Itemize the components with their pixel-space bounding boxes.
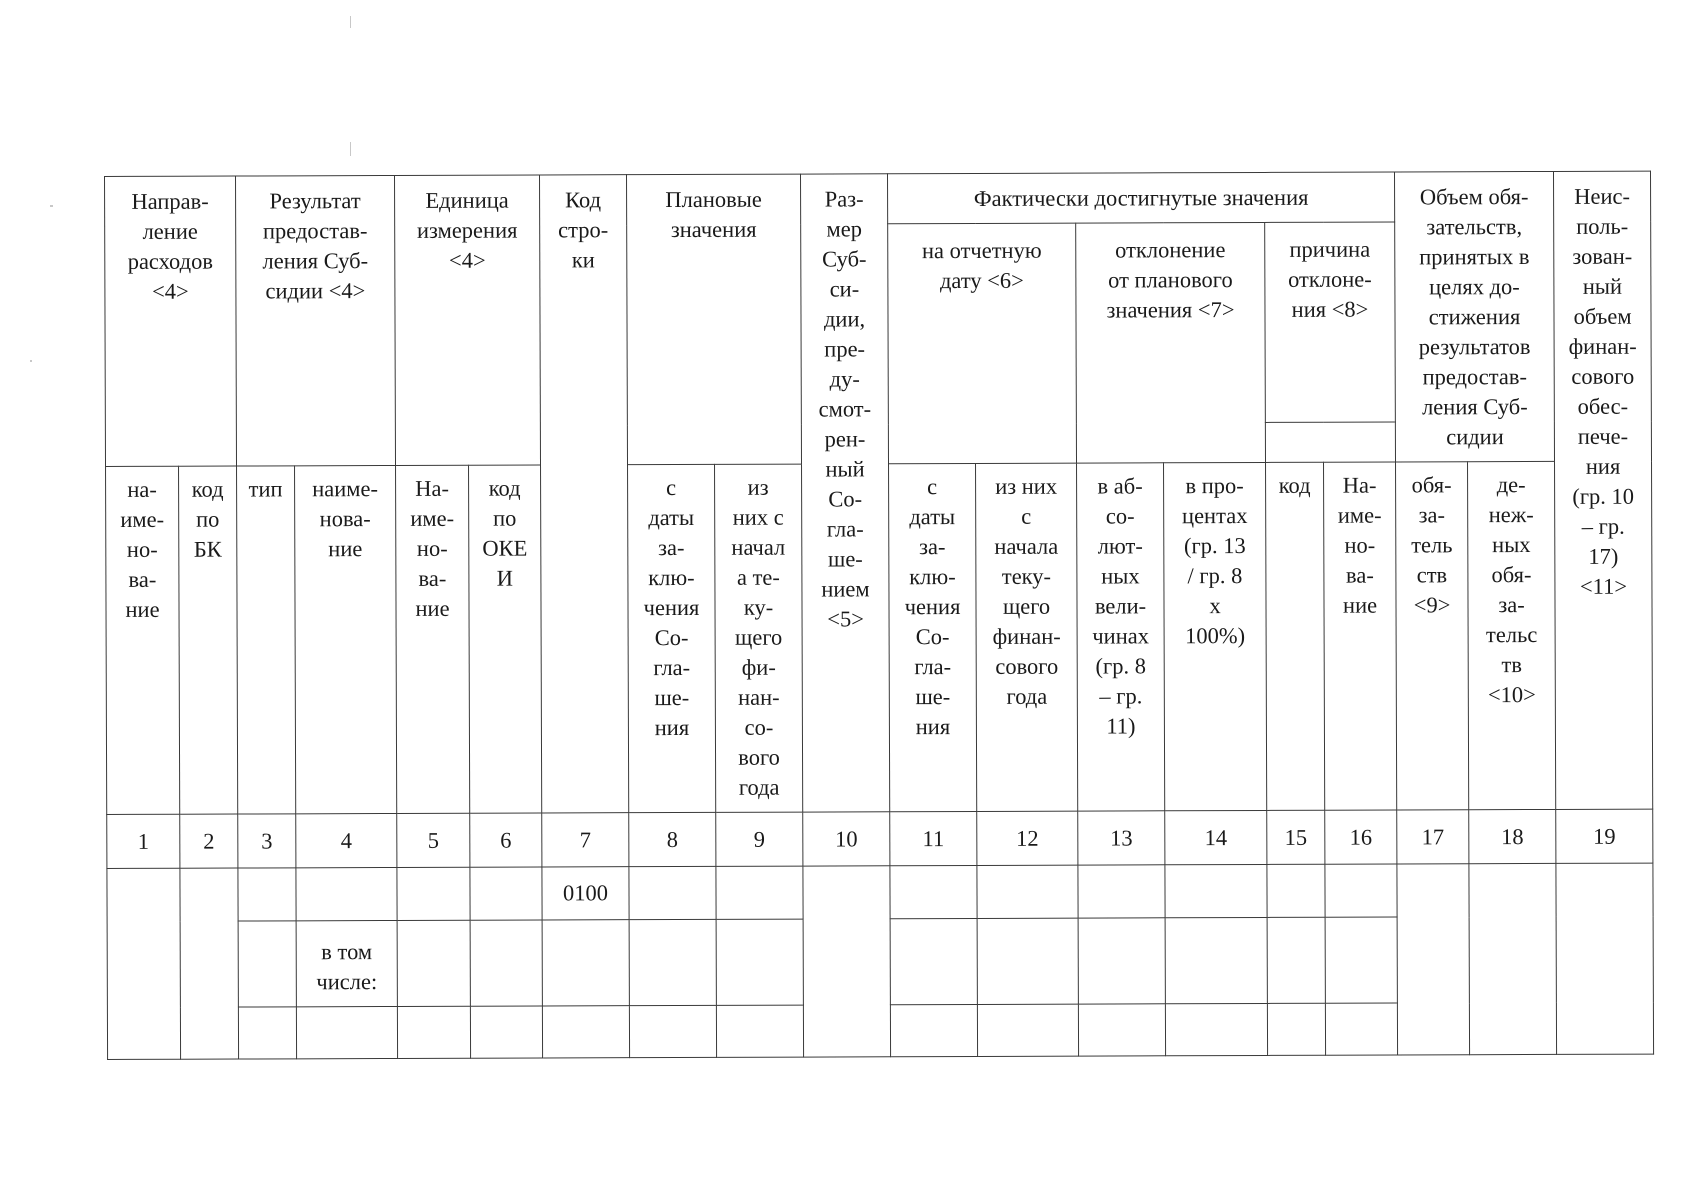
table-cell — [890, 918, 977, 1004]
subsidy-report-table — [104, 171, 1654, 1060]
header-line-code — [540, 175, 629, 813]
col-number: 11 — [890, 811, 977, 865]
col-header-17 — [1396, 462, 1469, 810]
table-cell — [1267, 917, 1325, 1003]
table-cell — [977, 865, 1078, 918]
subheader-deviation-text: отклонение от планового значения <7> — [1106, 237, 1235, 323]
col-header-8-text: с даты за- клю- чения Со- гла- ше- ния — [643, 475, 700, 741]
col-number: 6 — [470, 813, 542, 867]
col-header-3-text: тип — [248, 476, 283, 502]
table-cell — [1078, 918, 1165, 1004]
col-header-14 — [1164, 462, 1267, 810]
table-cell — [107, 868, 181, 1059]
header-spending-direction-text: Направ- ление расходов <4> — [127, 188, 213, 304]
table-cell — [890, 1004, 977, 1056]
header-obligations-volume — [1395, 171, 1555, 462]
header-unused-volume-text: Неис- поль- зован- ный объем финан- сового обес- пече- ния (гр. 10 – гр. 17) <11> — [1568, 183, 1637, 599]
subheader-deviation-reason-spacer — [1265, 422, 1395, 462]
col-number: 9 — [716, 812, 803, 866]
header-unused-volume — [1554, 171, 1653, 809]
col-header-1-text: на- име- но- ва- ние — [120, 476, 165, 622]
table-cell — [629, 866, 716, 919]
table-cell — [1078, 1004, 1165, 1056]
col-header-15-text: код — [1278, 472, 1311, 498]
table-cell — [470, 1006, 542, 1058]
column-numbers-row — [107, 809, 1653, 868]
table-cell — [716, 866, 803, 919]
header-line-code-text: Код стро- ки — [558, 187, 609, 273]
col-header-12 — [976, 463, 1078, 811]
col-header-9 — [715, 464, 803, 812]
col-header-3 — [237, 466, 296, 814]
col-header-1 — [106, 466, 180, 814]
table-cell — [542, 920, 629, 1006]
col-header-18-text: де- неж- ных обя- за- тельс тв <10> — [1485, 472, 1538, 708]
subheader-deviation-reason-text: причина отклоне- ния <8> — [1287, 236, 1372, 322]
scan-speck — [350, 142, 351, 156]
header-unit-of-measure-text: Единица измерения <4> — [416, 187, 518, 273]
table-cell — [1165, 864, 1267, 917]
col-header-13-text: в аб- со- лют- ных вели- чинах (гр. 8 – гр. 11) — [1092, 473, 1149, 739]
col-number: 14 — [1165, 810, 1267, 864]
col-header-6 — [469, 465, 542, 813]
table-cell — [180, 868, 239, 1059]
col-header-5-text: На- име- но- ва- ние — [410, 475, 455, 621]
col-header-4-text: наиме- нова- ние — [312, 476, 379, 562]
col-number: 19 — [1556, 809, 1653, 863]
header-unit-of-measure — [394, 175, 540, 466]
table-cell — [716, 919, 803, 1005]
table-cell — [1325, 1003, 1397, 1055]
col-number: 10 — [803, 812, 890, 866]
col-header-17-text: обя- за- тель ств <9> — [1411, 472, 1453, 618]
header-spending-direction — [105, 176, 237, 466]
col-header-5 — [396, 465, 470, 813]
subheader-as-of-date — [888, 223, 1077, 464]
header-subsidy-result — [236, 175, 396, 466]
col-header-11 — [889, 463, 977, 811]
col-header-4 — [295, 465, 397, 813]
table-cell — [296, 867, 397, 920]
table-cell — [1325, 864, 1397, 917]
col-number: 2 — [180, 814, 238, 868]
col-header-6-text: код по ОКЕ И — [482, 475, 528, 591]
including-label: в том числе: — [316, 938, 378, 994]
table-cell — [397, 1006, 470, 1058]
col-number: 13 — [1078, 811, 1165, 865]
col-header-12-text: из них с начала теку- щего финан- сового года — [992, 473, 1061, 709]
col-header-13 — [1077, 463, 1165, 811]
col-number: 3 — [238, 814, 296, 868]
table-cell — [977, 1004, 1078, 1056]
table-cell — [397, 920, 470, 1006]
table-cell — [629, 919, 716, 1005]
header-subsidy-amount-text: Раз- мер Суб- си- дии, пре- ду- смот- рен- ный Со- гла- ше- нием <5> — [818, 186, 872, 632]
table-cell — [238, 921, 296, 1007]
table-cell — [238, 868, 296, 921]
table-cell — [397, 867, 470, 920]
col-number: 16 — [1325, 810, 1397, 864]
line-code-cell: 0100 — [542, 867, 629, 920]
col-header-14-text: в про- центах (гр. 13 / гр. 8 х 100%) — [1181, 473, 1248, 649]
table-cell — [542, 1006, 629, 1058]
table-cell — [1078, 865, 1165, 918]
header-planned-values — [627, 174, 802, 465]
col-header-9-text: из них с начал а те- ку- щего фи- нан- со- вого года — [731, 474, 786, 800]
table-cell — [977, 918, 1078, 1004]
col-header-2-text: код по БК — [191, 476, 224, 562]
including-label-cell — [296, 920, 397, 1006]
table-cell — [1556, 863, 1654, 1054]
col-number: 7 — [542, 813, 629, 867]
table-cell — [803, 866, 891, 1057]
scan-speck — [50, 205, 53, 207]
header-subsidy-amount — [801, 174, 890, 812]
table-cell — [1325, 917, 1397, 1003]
table-cell — [890, 865, 977, 918]
col-number: 1 — [107, 814, 180, 868]
col-number: 15 — [1267, 810, 1325, 864]
col-header-16 — [1324, 462, 1397, 810]
col-header-8 — [628, 464, 716, 812]
col-header-15 — [1266, 462, 1325, 810]
header-obligations-volume-text: Объем обя- зательств, принятых в целях до- стижения результатов предостав- ления Суб- сидии — [1418, 184, 1531, 450]
table-cell — [1267, 1003, 1325, 1055]
col-number: 12 — [977, 811, 1078, 865]
scan-speck — [350, 16, 351, 28]
col-number: 8 — [629, 812, 716, 866]
subheader-deviation-reason — [1265, 222, 1396, 422]
table-cell — [716, 1005, 803, 1057]
table-row — [107, 863, 1653, 921]
header-subsidy-result-text: Результат предостав- ления Суб- сидии <4> — [262, 188, 369, 304]
subheader-deviation — [1076, 222, 1266, 463]
col-header-16-text: На- име- но- ва- ние — [1337, 472, 1382, 618]
table-cell — [470, 867, 542, 920]
subheader-as-of-date-text: на отчетную дату <6> — [921, 237, 1042, 294]
table-cell — [1267, 864, 1325, 917]
table-cell — [629, 1005, 716, 1057]
col-number: 17 — [1397, 810, 1469, 864]
table-cell — [238, 1007, 296, 1059]
table-cell — [470, 920, 542, 1006]
header-actual-values — [888, 172, 1395, 224]
scan-speck — [30, 360, 32, 362]
col-number: 5 — [397, 813, 470, 867]
col-header-2 — [179, 466, 238, 814]
col-header-11-text: с даты за- клю- чения Со- гла- ше- ния — [904, 474, 961, 740]
table-cell — [1165, 917, 1267, 1003]
table-cell — [1165, 1003, 1267, 1055]
table-cell — [296, 1006, 397, 1058]
col-number: 4 — [296, 813, 397, 867]
col-number: 18 — [1469, 809, 1556, 863]
table-cell — [1469, 863, 1557, 1054]
header-planned-values-text: Плановые значения — [665, 186, 762, 243]
table-cell — [1397, 864, 1470, 1055]
header-actual-values-text: Фактически достигнутые значения — [973, 184, 1309, 211]
col-header-18 — [1468, 461, 1556, 809]
